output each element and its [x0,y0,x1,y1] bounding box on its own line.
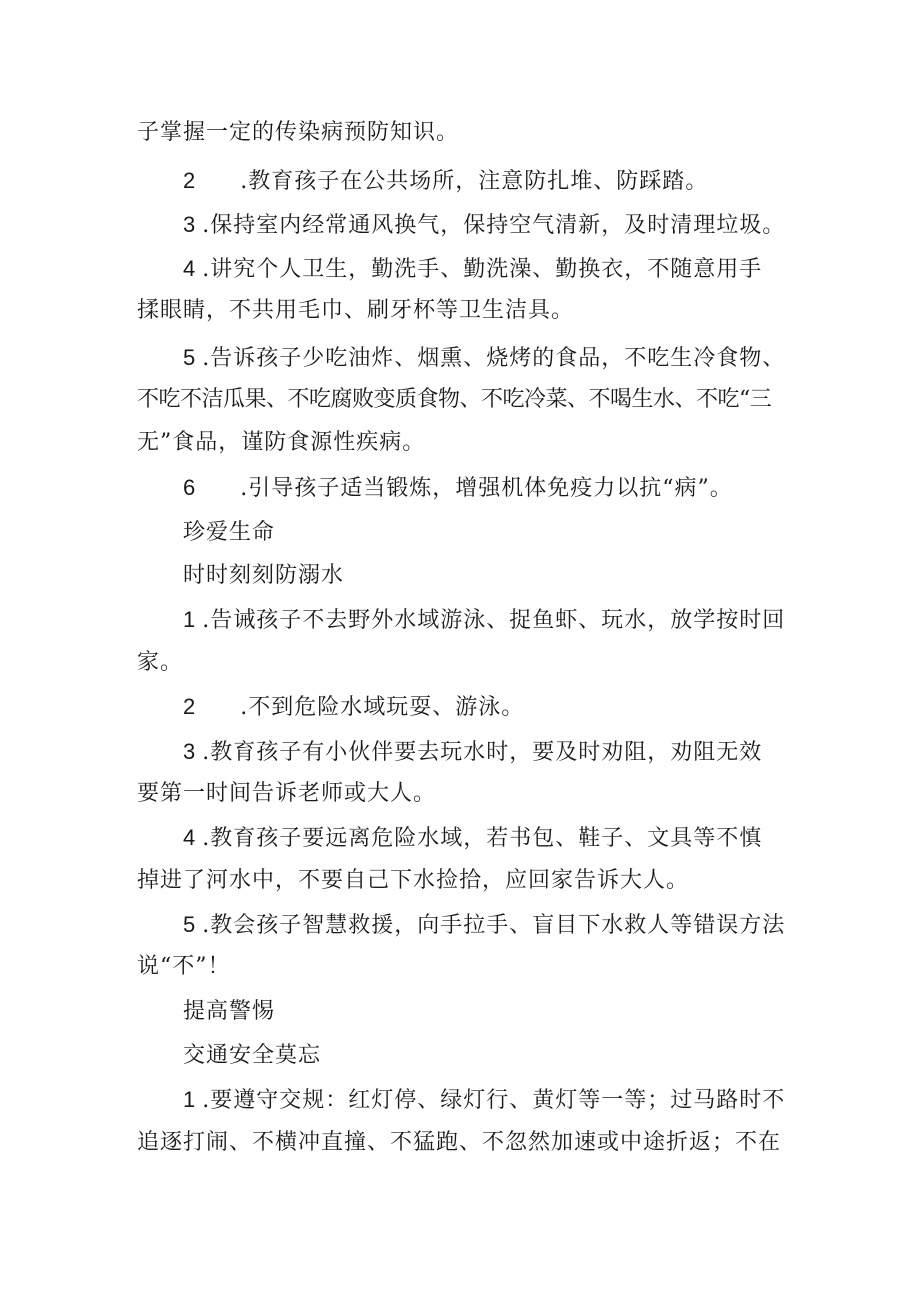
item-number: 4 [183,256,197,281]
list-item [183,473,733,504]
item-number: 1 [183,1087,197,1112]
text-line [137,1128,781,1158]
item-number: 6 [183,475,197,500]
line-text: 追逐打闹、不横冲直撞、不猛跑、不忽然加速或中途折返；不在 [137,1130,782,1155]
text-line [137,385,771,415]
section-heading [183,997,275,1027]
section-heading [183,1041,321,1071]
item-text: .告诉孩子少吃油炸、烟熏、烧烤的食品，不吃生冷食物、 [202,346,786,371]
text-line [137,779,436,809]
item-text: .引导孩子适当锻炼，增强机体免疫力以抗“病”。 [240,476,733,501]
item-number: 4 [183,825,197,850]
item-text: .要遵守交规：红灯停、绿灯行、黄灯等一等；过马路时不 [202,1088,786,1113]
item-text: .教育孩子有小伙伴要去玩水时，要及时劝阻，劝阻无效 [202,740,763,765]
list-item [183,910,785,941]
list-item [183,737,762,768]
line-text: 无”食品，谨防食源性疾病。 [137,430,426,455]
section-heading [183,561,344,591]
heading-text: 珍爱生命 [183,520,276,545]
text-line [137,118,459,148]
heading-text: 交通安全莫忘 [183,1043,322,1068]
list-item [183,605,785,636]
line-text: 家。 [137,650,184,675]
item-number: 2 [183,168,197,193]
item-text: .告诫孩子不去野外水域游泳、捉鱼虾、玩水，放学按时回 [202,608,786,633]
list-item [183,254,762,285]
text-line [137,648,183,678]
list-item [183,166,708,197]
item-text: .保持室内经常通风换气，保持空气清新，及时清理垃圾。 [202,213,786,238]
line-text: 揉眼睛，不共用毛巾、刷牙杯等卫生洁具。 [137,298,575,323]
item-number: 2 [183,694,197,719]
heading-text: 提高警惕 [183,999,276,1024]
item-number: 3 [183,739,197,764]
line-text: 不吃不洁瓜果、不吃腐败变质食物、不吃冷菜、不喝生水、不吃“三 [137,387,772,412]
list-item [183,692,524,723]
item-number: 5 [183,912,197,937]
item-number: 5 [183,345,197,370]
list-item [183,823,762,854]
item-number: 3 [183,212,197,237]
line-text: 要第一时间告诉老师或大人。 [137,781,437,806]
line-text: 子掌握一定的传染病预防知识。 [137,120,460,145]
text-line [137,428,425,458]
line-text: 掉进了河水中，不要自己下水捡拾，应回家告诉大人。 [137,868,690,893]
text-line [137,296,574,326]
text-line [137,866,689,896]
list-item [183,343,785,374]
section-heading [183,518,275,548]
heading-text: 时时刻刻防溺水 [183,563,345,588]
list-item [183,210,785,241]
item-text: .教育孩子要远离危险水域，若书包、鞋子、文具等不慎 [202,826,763,851]
list-item [183,1085,785,1116]
text-line [137,952,231,982]
item-text: .讲究个人卫生，勤洗手、勤洗澡、勤换衣，不随意用手 [202,257,763,282]
item-number: 1 [183,607,197,632]
item-text: .不到危险水域玩耍、游泳。 [240,695,525,720]
item-text: .教会孩子智慧救援，向手拉手、盲目下水救人等错误方法 [202,913,786,938]
line-text: 说“不”！ [137,954,231,979]
item-text: .教育孩子在公共场所，注意防扎堆、防踩踏。 [240,169,709,194]
